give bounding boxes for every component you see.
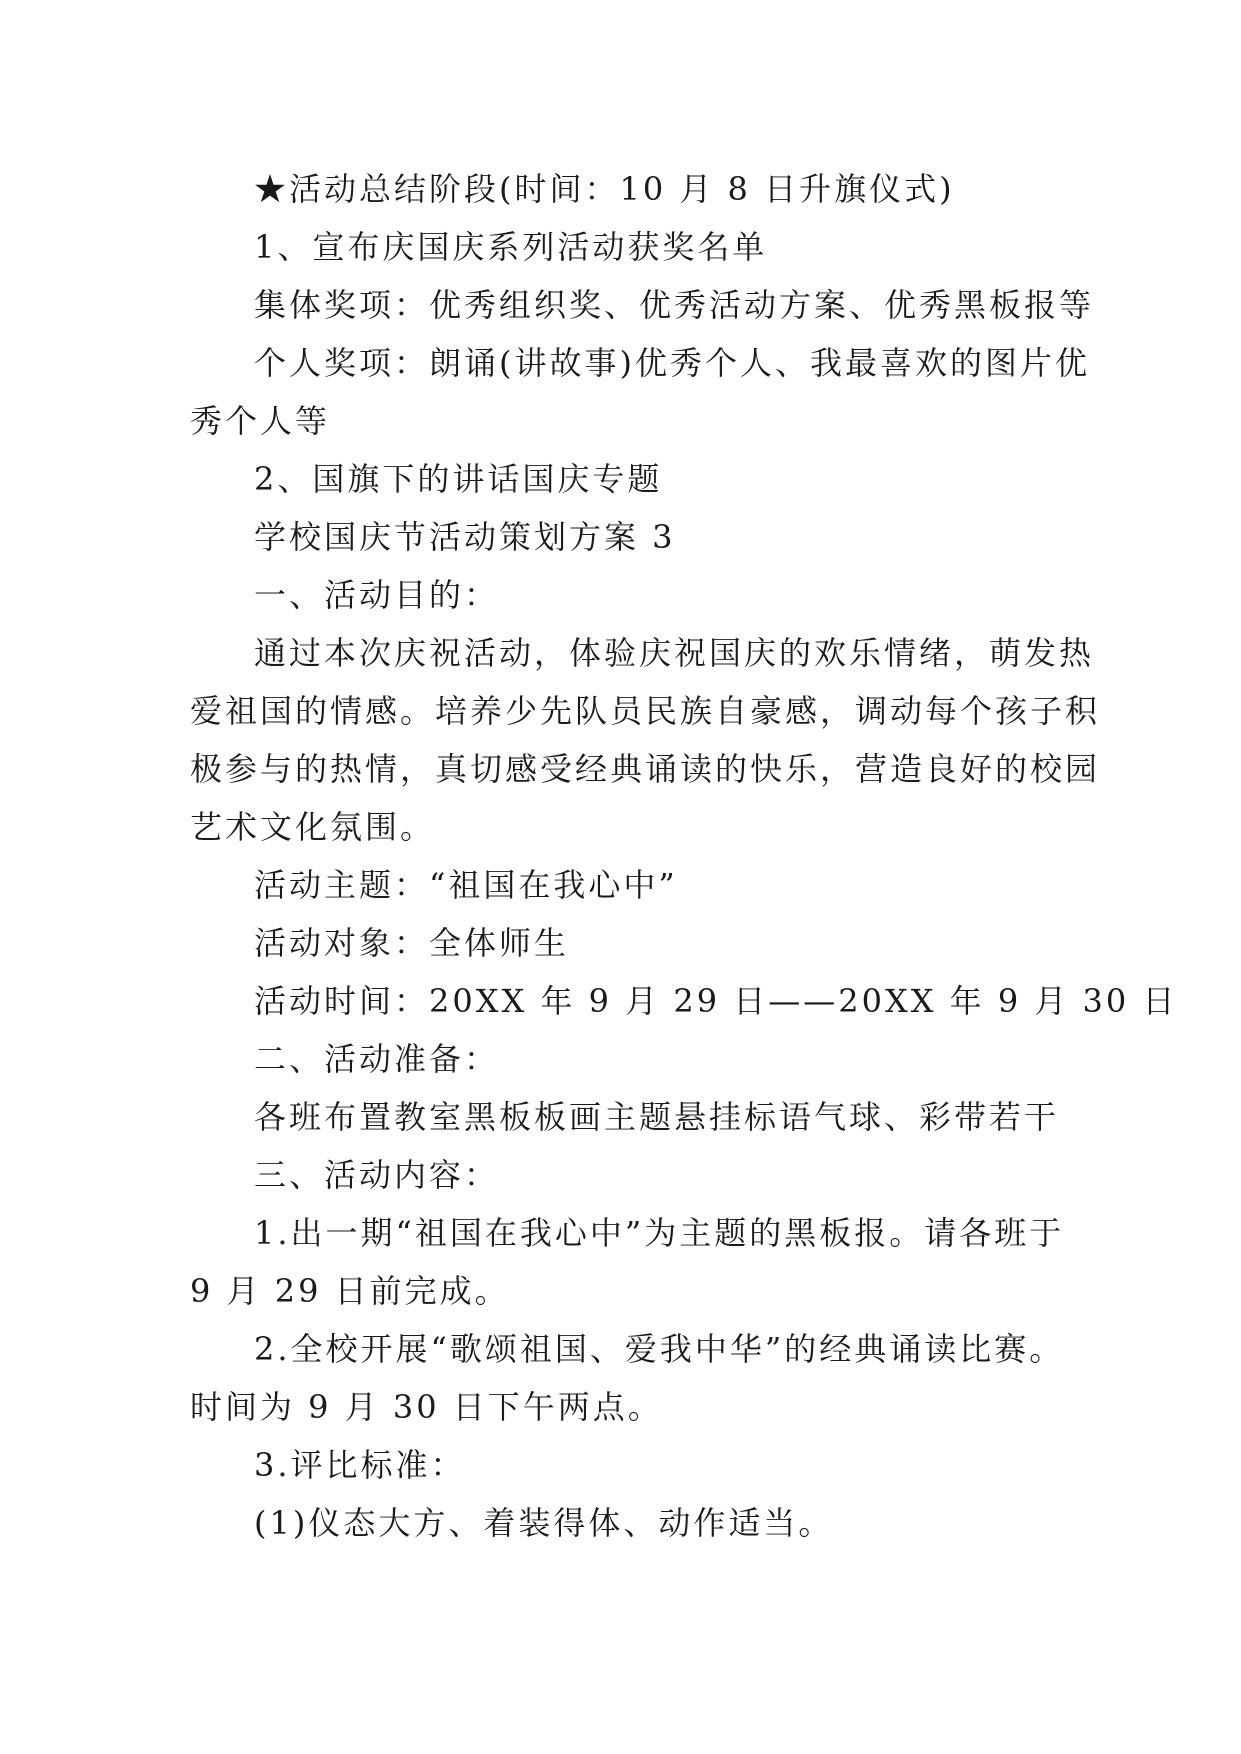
individual-awards-line: 个人奖项：朗诵(讲故事)优秀个人、我最喜欢的图片优	[254, 344, 1090, 382]
purpose-paragraph-line: 通过本次庆祝活动，体验庆祝国庆的欢乐情绪，萌发热	[254, 634, 1095, 672]
plan-title: 学校国庆节活动策划方案 3	[254, 518, 676, 556]
award-list-item: 1、宣布庆国庆系列活动获奖名单	[254, 228, 768, 266]
document-body	[190, 160, 1178, 1552]
activity-theme-line: 活动主题：“祖国在我心中”	[254, 866, 678, 904]
section-heading-purpose: 一、活动目的：	[254, 576, 500, 614]
activity-time-line: 活动时间：20XX 年 9 月 29 日——20XX 年 9 月 30 日	[254, 982, 1178, 1020]
purpose-paragraph-line: 爱祖国的情感。培养少先队员民族自豪感，调动每个孩子积	[190, 692, 1101, 730]
section-heading-content: 三、活动内容：	[254, 1156, 500, 1194]
content-item-3: 3.评比标准：	[254, 1446, 466, 1484]
activity-summary-heading: ★活动总结阶段(时间：10 月 8 日升旗仪式)	[254, 170, 955, 208]
section-heading-preparation: 二、活动准备：	[254, 1040, 500, 1078]
flag-speech-item: 2、国旗下的讲话国庆专题	[254, 460, 663, 498]
collective-awards-line: 集体奖项：优秀组织奖、优秀活动方案、优秀黑板报等	[254, 286, 1095, 324]
activity-audience-line: 活动对象：全体师生	[254, 924, 570, 962]
content-item-2: 2.全校开展“歌颂祖国、爱我中华”的经典诵读比赛。	[254, 1330, 1065, 1368]
content-item-1: 1.出一期“祖国在我心中”为主题的黑板报。请各班于	[254, 1214, 1065, 1252]
content-item-2-continuation: 时间为 9 月 30 日下午两点。	[190, 1388, 663, 1426]
content-item-1-continuation: 9 月 29 日前完成。	[190, 1272, 510, 1310]
criteria-item-1: (1)仪态大方、着装得体、动作适当。	[254, 1504, 834, 1542]
individual-awards-continuation: 秀个人等	[190, 402, 331, 440]
preparation-line: 各班布置教室黑板板画主题悬挂标语气球、彩带若干	[254, 1098, 1060, 1136]
purpose-paragraph-line: 艺术文化氛围。	[190, 808, 436, 846]
purpose-paragraph-line: 极参与的热情，真切感受经典诵读的快乐，营造良好的校园	[190, 750, 1101, 788]
